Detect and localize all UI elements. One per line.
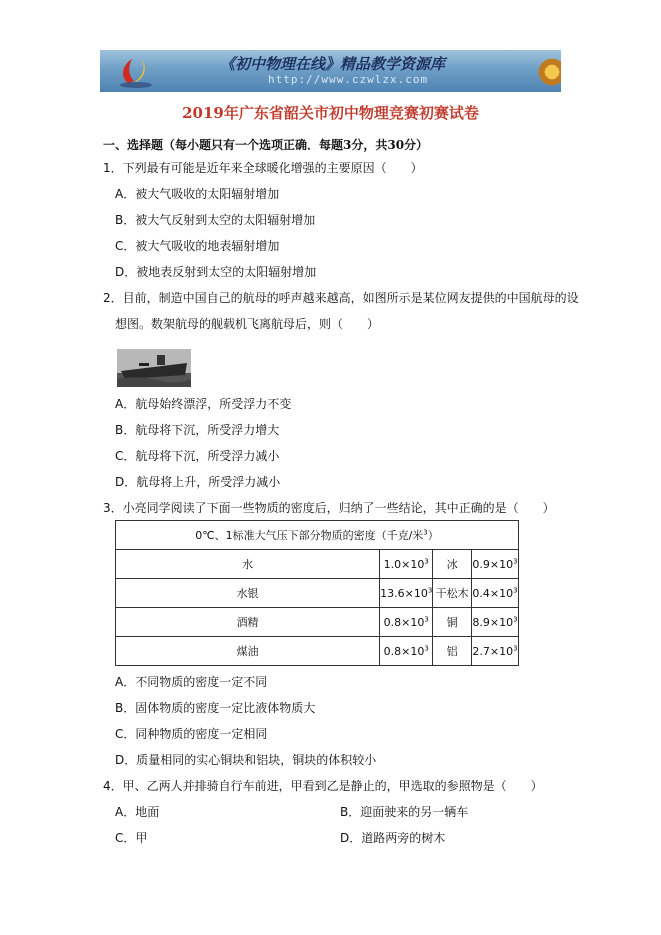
q3-stem: 3．小亮同学阅读了下面一些物质的密度后，归纳了一些结论，其中正确的是（ ）: [103, 501, 555, 515]
q1-option-d: D．被地表反射到太空的太阳辐射增加: [115, 265, 317, 279]
q3-option-b: B．固体物质的密度一定比液体物质大: [115, 701, 316, 715]
banner-url[interactable]: http://www.czwlzx.com: [268, 73, 429, 86]
q3-option-d: D．质量相同的实心铜块和铝块，铜块的体积较小: [115, 753, 377, 767]
q1-option-b: B．被大气反射到太空的太阳辐射增加: [115, 213, 316, 227]
density-value: $0.9\times 10^3$: [472, 550, 519, 579]
section-heading: 一、选择题（每小题只有一个选项正确．每题3分，共30分）: [103, 138, 429, 152]
q4-option-a: A．地面: [115, 805, 160, 819]
aircraft-carrier-photo: [117, 349, 191, 387]
table-row: [116, 579, 519, 608]
q2-option-d: D．航母将上升，所受浮力减小: [115, 475, 281, 489]
density-value: $1.0\times 10^3$: [380, 550, 433, 579]
table-caption-row: [116, 521, 519, 550]
q2-option-c: C．航母将下沉，所受浮力减小: [115, 449, 280, 463]
substance-name: 冰: [433, 550, 472, 579]
density-value: $8.9\times 10^3$: [472, 608, 519, 637]
q4-option-d: D．道路两旁的树木: [340, 831, 446, 845]
density-value: $0.8\times 10^3$: [380, 608, 433, 637]
q1-stem: 1．下列最有可能是近年来全球暖化增强的主要原因（ ）: [103, 161, 423, 175]
banner-title: 《初中物理在线》精品教学资源库: [220, 55, 446, 73]
document-title: 2019年广东省韶关市初中物理竞赛初赛试卷: [182, 104, 479, 122]
density-value: $2.7\times 10^3$: [472, 637, 519, 666]
q4-option-b: B．迎面驶来的另一辆车: [340, 805, 469, 819]
substance-name: 铜: [433, 608, 472, 637]
table-row: [116, 608, 519, 637]
q2-stem-line1: 2．目前，制造中国自己的航母的呼声越来越高，如图所示是某位网友提供的中国航母的设: [103, 291, 579, 305]
q2-option-a: A．航母始终漂浮，所受浮力不变: [115, 397, 292, 411]
table-caption: 0℃、1标准大气压下部分物质的密度（千克/米$^3$）: [116, 521, 519, 550]
substance-name: 水: [116, 550, 380, 579]
q3-option-a: A．不同物质的密度一定不同: [115, 675, 268, 689]
density-value: $13.6\times 10^3$: [380, 579, 433, 608]
q1-option-a: A．被大气吸收的太阳辐射增加: [115, 187, 280, 201]
q4-stem: 4．甲、乙两人并排骑自行车前进，甲看到乙是静止的，甲选取的参照物是（ ）: [103, 779, 543, 793]
density-value: $0.8\times 10^3$: [380, 637, 433, 666]
q3-option-c: C．同种物质的密度一定相同: [115, 727, 268, 741]
q2-stem-line2: 想图。数架航母的舰载机飞离航母后，则（ ）: [115, 317, 380, 331]
table-row: [116, 637, 519, 666]
substance-name: 酒精: [116, 608, 380, 637]
q4-option-c: C．甲: [115, 831, 148, 845]
substance-name: 干松木: [433, 579, 472, 608]
table-row: [116, 550, 519, 579]
site-logo-icon: [114, 53, 158, 89]
substance-name: 煤油: [116, 637, 380, 666]
substance-name: 铝: [433, 637, 472, 666]
header-banner: [100, 50, 561, 92]
sunflower-icon: [535, 55, 561, 89]
q2-option-b: B．航母将下沉，所受浮力增大: [115, 423, 280, 437]
density-value: $0.4\times 10^3$: [472, 579, 519, 608]
density-table: [115, 520, 519, 666]
q1-option-c: C．被大气吸收的地表辐射增加: [115, 239, 280, 253]
substance-name: 水银: [116, 579, 380, 608]
